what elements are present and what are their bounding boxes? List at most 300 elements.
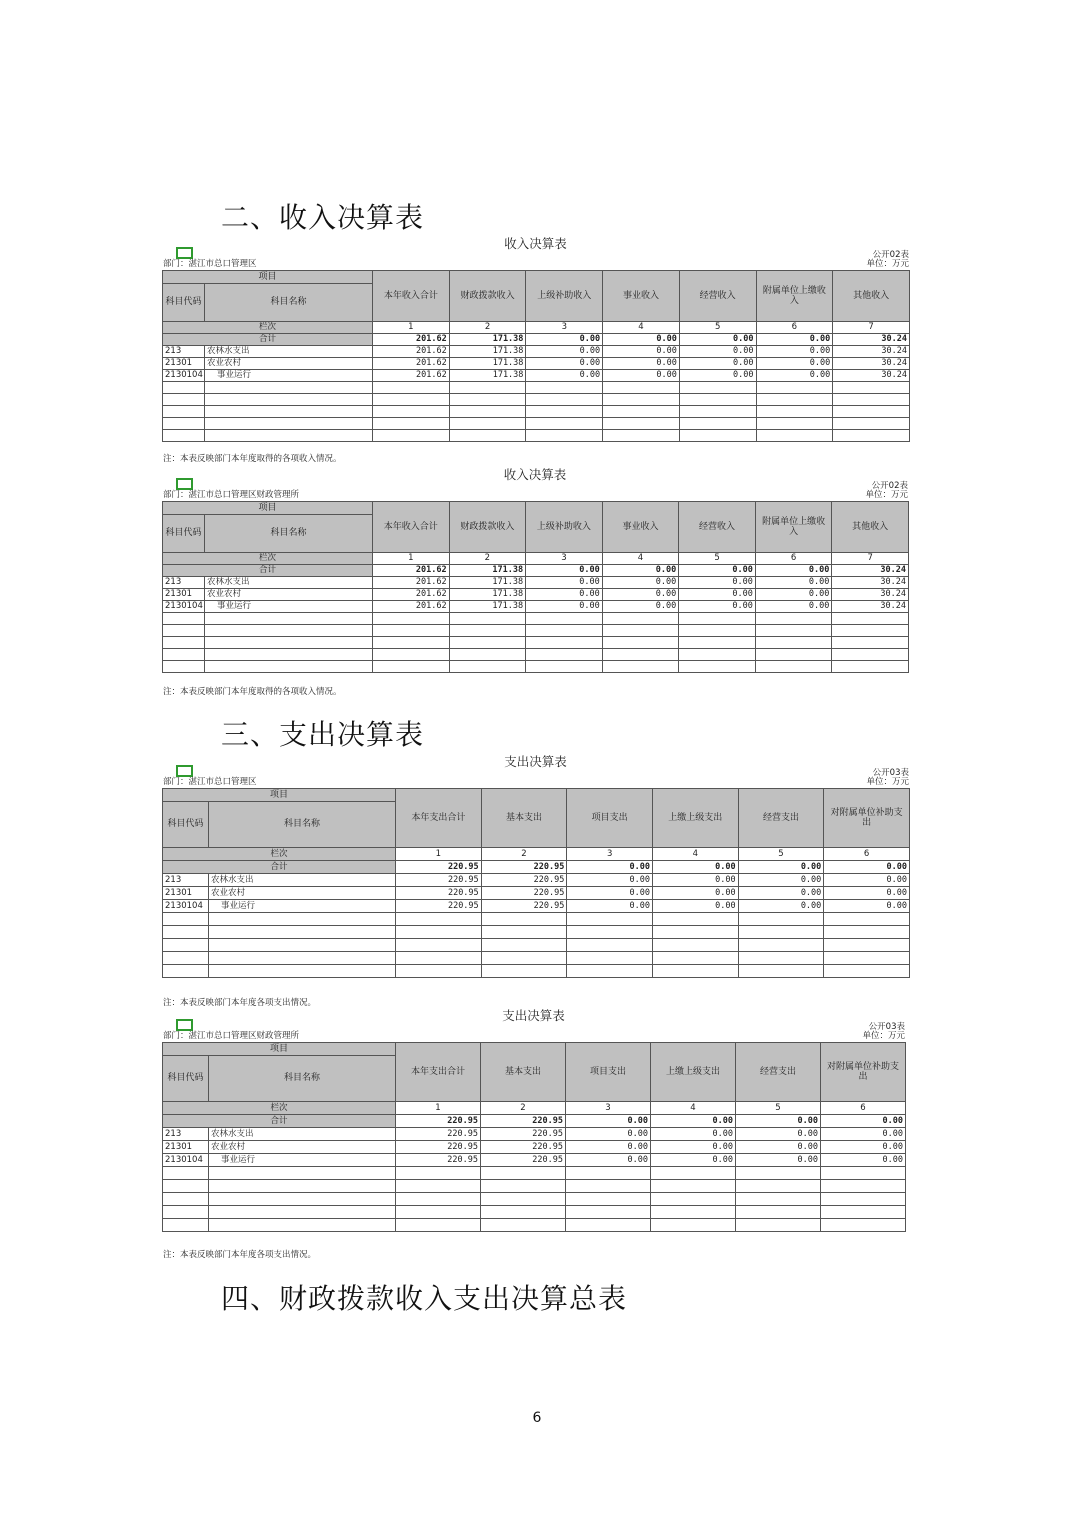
total-value: 171.38 <box>449 334 526 346</box>
row-value: 0.00 <box>526 346 603 358</box>
blank-row <box>163 1193 906 1206</box>
index-label: 栏次 <box>163 322 373 334</box>
blank-cell <box>481 926 567 939</box>
blank-cell <box>603 394 680 406</box>
blank-cell <box>373 418 450 430</box>
total-value: 0.00 <box>679 334 756 346</box>
blank-cell <box>209 1180 396 1193</box>
row-value: 30.24 <box>832 601 909 613</box>
column-header: 对附属单位补助支出 <box>821 1043 906 1102</box>
row-value: 30.24 <box>833 370 910 382</box>
section-heading-expense: 三、支出决算表 <box>221 718 425 751</box>
blank-cell <box>603 430 680 442</box>
blank-cell <box>755 637 832 649</box>
row-name: 农业农村 <box>205 358 373 370</box>
blank-cell <box>602 649 679 661</box>
blank-cell <box>833 394 910 406</box>
blank-cell <box>205 613 373 625</box>
blank-cell <box>567 939 653 952</box>
blank-row <box>163 625 909 637</box>
row-value: 0.00 <box>755 589 832 601</box>
blank-cell <box>205 430 373 442</box>
table-code: 公开03表 <box>872 768 909 778</box>
blank-cell <box>449 418 526 430</box>
blank-cell <box>738 913 824 926</box>
row-code: 21301 <box>163 1141 209 1154</box>
blank-cell <box>481 913 567 926</box>
blank-cell <box>373 394 450 406</box>
index-row <box>163 553 909 565</box>
blank-cell <box>824 965 910 978</box>
total-value: 0.00 <box>736 1115 821 1128</box>
row-value: 0.00 <box>602 601 679 613</box>
column-header: 本年支出合计 <box>396 789 482 848</box>
blank-cell <box>449 382 526 394</box>
row-value: 0.00 <box>738 887 824 900</box>
blank-row <box>163 1206 906 1219</box>
sheet-title: 支出决算表 <box>504 754 567 769</box>
row-value: 0.00 <box>738 900 824 913</box>
row-value: 0.00 <box>756 346 833 358</box>
row-value: 0.00 <box>821 1154 906 1167</box>
blank-cell <box>567 952 653 965</box>
department-label: 部门：湛江市总口管理区财政管理所 <box>163 1031 300 1041</box>
blank-cell <box>824 952 910 965</box>
blank-row <box>163 418 910 430</box>
blank-cell <box>163 1206 209 1219</box>
column-header: 基本支出 <box>481 1043 566 1102</box>
name-column-header: 科目名称 <box>209 1056 396 1102</box>
row-name: 农林水支出 <box>209 1128 396 1141</box>
total-value: 0.00 <box>566 1115 651 1128</box>
blank-cell <box>209 913 396 926</box>
row-value: 0.00 <box>821 1141 906 1154</box>
blank-row <box>163 661 909 673</box>
row-value: 0.00 <box>603 346 680 358</box>
blank-cell <box>449 661 526 673</box>
column-header: 上级补助收入 <box>526 502 603 553</box>
index-cell: 2 <box>481 848 567 861</box>
column-header: 本年收入合计 <box>373 271 450 322</box>
code-column-header: 科目代码 <box>163 802 209 848</box>
row-value: 0.00 <box>566 1141 651 1154</box>
total-row <box>163 861 910 874</box>
total-row <box>163 334 910 346</box>
blank-cell <box>602 625 679 637</box>
table-row <box>163 577 909 589</box>
column-header: 本年支出合计 <box>396 1043 481 1102</box>
total-label: 合计 <box>163 334 373 346</box>
blank-cell <box>449 394 526 406</box>
row-value: 0.00 <box>821 1128 906 1141</box>
blank-cell <box>396 926 482 939</box>
index-cell: 3 <box>567 848 653 861</box>
expense-sheet-2 <box>162 1006 905 1260</box>
column-header: 附属单位上缴收入 <box>756 271 833 322</box>
row-value: 171.38 <box>449 370 526 382</box>
total-value: 30.24 <box>832 565 909 577</box>
blank-cell <box>449 430 526 442</box>
blank-cell <box>651 1180 736 1193</box>
row-value: 171.38 <box>449 601 526 613</box>
blank-cell <box>679 661 756 673</box>
row-value: 201.62 <box>373 577 450 589</box>
row-value: 0.00 <box>566 1128 651 1141</box>
code-column-header: 科目代码 <box>163 1056 209 1102</box>
department-label: 部门：湛江市总口管理区财政管理所 <box>163 490 300 500</box>
index-cell: 4 <box>602 553 679 565</box>
blank-cell <box>526 637 603 649</box>
total-value: 220.95 <box>481 1115 566 1128</box>
column-header: 项目支出 <box>566 1043 651 1102</box>
section-heading-income: 二、收入决算表 <box>221 201 425 234</box>
blank-cell <box>526 661 603 673</box>
row-name: 农业农村 <box>209 887 396 900</box>
total-value: 0.00 <box>756 334 833 346</box>
table-row <box>163 900 910 913</box>
blank-row <box>163 394 910 406</box>
blank-cell <box>736 1193 821 1206</box>
blank-cell <box>396 1193 481 1206</box>
department-label: 部门：湛江市总口管理区 <box>163 777 257 787</box>
name-column-header: 科目名称 <box>205 515 373 553</box>
row-name: 农林水支出 <box>209 874 396 887</box>
row-value: 220.95 <box>396 1128 481 1141</box>
header-row <box>163 502 909 515</box>
row-value: 220.95 <box>396 874 482 887</box>
blank-cell <box>755 625 832 637</box>
blank-cell <box>481 1193 566 1206</box>
blank-cell <box>679 637 756 649</box>
section-heading-fiscal-summary: 四、财政拨款收入支出决算总表 <box>221 1282 628 1315</box>
blank-cell <box>652 926 738 939</box>
blank-cell <box>652 965 738 978</box>
row-value: 0.00 <box>755 577 832 589</box>
row-code: 213 <box>163 577 205 589</box>
blank-cell <box>833 382 910 394</box>
blank-cell <box>205 406 373 418</box>
blank-cell <box>567 965 653 978</box>
row-value: 0.00 <box>526 589 603 601</box>
column-header: 事业收入 <box>602 502 679 553</box>
blank-row <box>163 649 909 661</box>
column-header: 经营支出 <box>738 789 824 848</box>
total-value: 220.95 <box>481 861 567 874</box>
row-value: 201.62 <box>373 358 450 370</box>
blank-cell <box>566 1219 651 1232</box>
column-header: 其他收入 <box>832 502 909 553</box>
column-header: 财政拨款收入 <box>449 502 526 553</box>
blank-cell <box>481 952 567 965</box>
header-row <box>163 271 910 284</box>
row-name: 事业运行 <box>205 370 373 382</box>
index-cell: 5 <box>679 322 756 334</box>
blank-cell <box>679 418 756 430</box>
blank-cell <box>738 926 824 939</box>
row-value: 0.00 <box>567 900 653 913</box>
row-name: 农林水支出 <box>205 346 373 358</box>
total-value: 0.00 <box>603 334 680 346</box>
blank-cell <box>205 418 373 430</box>
row-value: 220.95 <box>481 887 567 900</box>
row-value: 30.24 <box>832 589 909 601</box>
column-header: 本年收入合计 <box>373 502 450 553</box>
table-note: 注：本表反映部门本年度各项支出情况。 <box>163 998 317 1008</box>
row-value: 201.62 <box>373 589 450 601</box>
row-name: 农业农村 <box>205 589 373 601</box>
blank-cell <box>736 1206 821 1219</box>
header-row <box>163 1043 906 1056</box>
blank-cell <box>449 625 526 637</box>
blank-cell <box>679 613 756 625</box>
sheet-title: 收入决算表 <box>504 236 567 251</box>
column-header: 经营收入 <box>679 502 756 553</box>
blank-cell <box>738 965 824 978</box>
blank-cell <box>481 939 567 952</box>
blank-cell <box>373 649 450 661</box>
index-cell: 5 <box>738 848 824 861</box>
item-header: 项目 <box>163 502 373 515</box>
index-cell: 3 <box>526 322 603 334</box>
blank-cell <box>832 661 909 673</box>
total-value: 220.95 <box>396 861 482 874</box>
blank-row <box>163 613 909 625</box>
blank-cell <box>373 625 450 637</box>
blank-cell <box>679 430 756 442</box>
index-cell: 5 <box>679 553 756 565</box>
blank-cell <box>526 430 603 442</box>
blank-cell <box>602 637 679 649</box>
blank-cell <box>396 913 482 926</box>
table-row <box>163 874 910 887</box>
table-row <box>163 1154 906 1167</box>
row-value: 0.00 <box>824 874 910 887</box>
item-header: 项目 <box>163 271 373 284</box>
table-row <box>163 346 910 358</box>
row-code: 21301 <box>163 887 209 900</box>
name-column-header: 科目名称 <box>205 284 373 322</box>
blank-cell <box>205 382 373 394</box>
row-value: 171.38 <box>449 358 526 370</box>
blank-cell <box>163 613 205 625</box>
blank-cell <box>651 1193 736 1206</box>
row-value: 220.95 <box>396 900 482 913</box>
blank-cell <box>832 649 909 661</box>
row-value: 0.00 <box>824 887 910 900</box>
blank-row <box>163 939 910 952</box>
table-note: 注：本表反映部门本年度取得的各项收入情况。 <box>163 454 342 464</box>
blank-cell <box>567 926 653 939</box>
blank-cell <box>651 1206 736 1219</box>
row-code: 213 <box>163 874 209 887</box>
blank-cell <box>756 406 833 418</box>
column-header: 事业收入 <box>603 271 680 322</box>
blank-cell <box>373 661 450 673</box>
blank-cell <box>373 613 450 625</box>
expense-sheet-1 <box>162 752 909 1008</box>
blank-row <box>163 637 909 649</box>
blank-cell <box>755 613 832 625</box>
total-row <box>163 565 909 577</box>
blank-cell <box>209 1167 396 1180</box>
unit-label: 单位：万元 <box>866 777 909 787</box>
blank-cell <box>163 913 209 926</box>
blank-cell <box>652 939 738 952</box>
row-value: 0.00 <box>526 577 603 589</box>
data-table <box>162 270 910 442</box>
blank-row <box>163 926 910 939</box>
blank-cell <box>756 418 833 430</box>
row-value: 0.00 <box>651 1141 736 1154</box>
column-header: 上级补助收入 <box>526 271 603 322</box>
blank-cell <box>824 926 910 939</box>
blank-cell <box>526 382 603 394</box>
row-name: 农业农村 <box>209 1141 396 1154</box>
blank-cell <box>481 965 567 978</box>
row-value: 0.00 <box>755 601 832 613</box>
row-value: 0.00 <box>756 370 833 382</box>
index-label: 栏次 <box>163 1102 396 1115</box>
table-row <box>163 601 909 613</box>
blank-cell <box>481 1167 566 1180</box>
row-value: 0.00 <box>679 346 756 358</box>
blank-cell <box>481 1219 566 1232</box>
blank-cell <box>163 649 205 661</box>
total-value: 0.00 <box>652 861 738 874</box>
blank-cell <box>209 1219 396 1232</box>
row-value: 220.95 <box>481 1141 566 1154</box>
name-column-header: 科目名称 <box>209 802 396 848</box>
blank-cell <box>205 625 373 637</box>
table-row <box>163 887 910 900</box>
total-value: 0.00 <box>679 565 756 577</box>
row-name: 农林水支出 <box>205 577 373 589</box>
table-note: 注：本表反映部门本年度取得的各项收入情况。 <box>163 687 342 697</box>
row-value: 0.00 <box>526 358 603 370</box>
blank-cell <box>756 430 833 442</box>
blank-cell <box>163 965 209 978</box>
blank-cell <box>824 913 910 926</box>
column-header: 对附属单位补助支出 <box>824 789 910 848</box>
blank-cell <box>566 1167 651 1180</box>
blank-cell <box>526 394 603 406</box>
row-value: 220.95 <box>481 900 567 913</box>
blank-cell <box>163 952 209 965</box>
blank-cell <box>651 1167 736 1180</box>
row-value: 0.00 <box>603 358 680 370</box>
total-value: 0.00 <box>526 334 603 346</box>
blank-cell <box>832 613 909 625</box>
row-value: 220.95 <box>481 1154 566 1167</box>
row-value: 220.95 <box>396 887 482 900</box>
unit-label: 单位：万元 <box>862 1031 905 1041</box>
header-row <box>163 789 910 802</box>
index-cell: 2 <box>449 322 526 334</box>
sheet-title: 支出决算表 <box>502 1008 565 1023</box>
total-value: 0.00 <box>651 1115 736 1128</box>
row-value: 0.00 <box>652 887 738 900</box>
blank-cell <box>481 1206 566 1219</box>
blank-cell <box>373 637 450 649</box>
total-value: 0.00 <box>755 565 832 577</box>
table-code: 公开03表 <box>868 1022 905 1032</box>
blank-cell <box>756 394 833 406</box>
index-cell: 6 <box>756 322 833 334</box>
blank-cell <box>602 661 679 673</box>
blank-cell <box>603 418 680 430</box>
index-label: 栏次 <box>163 553 373 565</box>
index-cell: 6 <box>755 553 832 565</box>
row-value: 0.00 <box>738 874 824 887</box>
blank-cell <box>821 1219 906 1232</box>
blank-cell <box>163 430 205 442</box>
row-value: 0.00 <box>567 874 653 887</box>
row-value: 0.00 <box>679 601 756 613</box>
department-label: 部门：湛江市总口管理区 <box>163 259 257 269</box>
blank-cell <box>209 939 396 952</box>
data-table <box>162 501 909 673</box>
row-value: 0.00 <box>824 900 910 913</box>
total-value: 0.00 <box>824 861 910 874</box>
row-value: 0.00 <box>567 887 653 900</box>
row-code: 2130104 <box>163 601 205 613</box>
row-code: 21301 <box>163 589 205 601</box>
total-value: 201.62 <box>373 565 450 577</box>
row-name: 事业运行 <box>209 1154 396 1167</box>
index-cell: 2 <box>481 1102 566 1115</box>
blank-cell <box>679 382 756 394</box>
row-value: 0.00 <box>736 1154 821 1167</box>
total-value: 171.38 <box>449 565 526 577</box>
blank-cell <box>824 939 910 952</box>
index-cell: 1 <box>396 1102 481 1115</box>
page-number: 6 <box>532 1410 542 1426</box>
blank-row <box>163 430 910 442</box>
blank-cell <box>163 625 205 637</box>
blank-row <box>163 406 910 418</box>
blank-cell <box>449 613 526 625</box>
index-cell: 4 <box>652 848 738 861</box>
blank-cell <box>566 1206 651 1219</box>
item-header: 项目 <box>163 789 396 802</box>
blank-cell <box>832 625 909 637</box>
blank-cell <box>603 382 680 394</box>
blank-cell <box>602 613 679 625</box>
blank-cell <box>756 382 833 394</box>
blank-cell <box>373 382 450 394</box>
blank-cell <box>755 661 832 673</box>
blank-row <box>163 1180 906 1193</box>
blank-row <box>163 1167 906 1180</box>
row-value: 220.95 <box>396 1141 481 1154</box>
blank-cell <box>832 637 909 649</box>
table-row <box>163 1141 906 1154</box>
unit-label: 单位：万元 <box>865 490 908 500</box>
row-value: 0.00 <box>756 358 833 370</box>
row-value: 0.00 <box>736 1141 821 1154</box>
blank-cell <box>679 406 756 418</box>
blank-cell <box>566 1180 651 1193</box>
total-value: 0.00 <box>821 1115 906 1128</box>
row-code: 21301 <box>163 358 205 370</box>
blank-cell <box>679 625 756 637</box>
total-label: 合计 <box>163 861 396 874</box>
data-table <box>162 1042 906 1232</box>
code-column-header: 科目代码 <box>163 515 205 553</box>
index-cell: 5 <box>736 1102 821 1115</box>
blank-cell <box>163 1193 209 1206</box>
table-row <box>163 358 910 370</box>
